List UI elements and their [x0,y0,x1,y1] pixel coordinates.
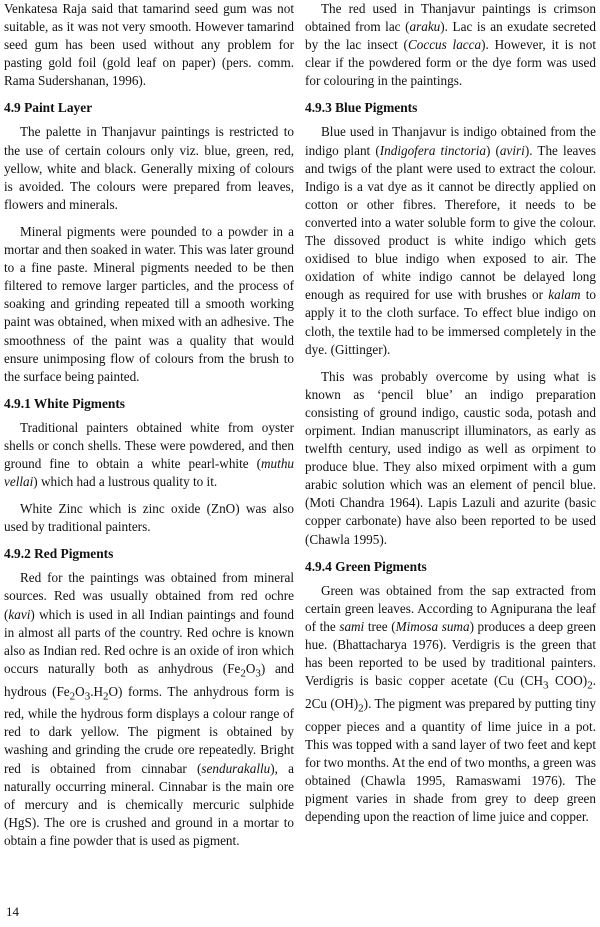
heading-red-pigments: 4.9.2 Red Pigments [4,546,114,562]
page-number: 14 [6,904,19,919]
paragraph-lac: The red used in Thanjavur paintings is crimson obtained from lac (araku). Lac is an exudate secreted by the lac insect (Coccus lacca). However, it is not clear if the powdered form or the dye form was used for colouring in the paintings. [305,1,597,89]
right-column [305,0,596,835]
paragraph-pencil-blue: This was probably overcome by using what is known as ‘pencil blue’ an indigo preparation consisting of ground indigo, caustic soda, potash and orpiment. Indian manuscript illuminators, as early as twelfth century, used indigo as well as orpiment to produce blue. They also mixed orpiment with a gum arabic solution which was an element of pencil blue. (Moti Chandra 1964). Lapis Lazuli and azurite (basic copper carbonate) have also been reported to be used (Chawla 1995). [305,368,596,547]
paragraph-mineral-pigments: Mineral pigments were pounded to a powder in a mortar and then soaked in water. This was later ground to a fine paste. Mineral pigments needed to be then filtered to remove larger particles, and the process of soaking and grinding repeated till a smooth working paint was obtained, when mixed with an adhesive. The smoothness of the paint was a quality that would ensure unimposing flow of colours from the brush to the surface being painted. [4,223,294,384]
heading-paint-layer: 4.9 Paint Layer [4,100,93,116]
paragraph-white-zinc: White Zinc which is zinc oxide (ZnO) was also used by traditional painters. [4,501,294,535]
heading-white-pigments: 4.9.1 White Pigments [4,395,126,411]
heading-blue-pigments: 4.9.3 Blue Pigments [305,100,418,116]
left-column [4,0,294,859]
paragraph-gum: Venkatesa Raja said that tamarind seed gum was not suitable, as it was not very smooth. However tamarind seed gum has been used without any problem for pasting gold foil (gold leaf on paper) (pers. comm. Rama Sudershanan, 1996). [4,1,294,89]
paragraph-green: Green was obtained from the sap extracted from certain green leaves. According to Agnipurana the leaf of the sami tree (Mimosa suma) produces a deep green hue. (Bhattacharya 1976). Verdigris is the green that has been reported to be used by traditional painters. Verdigris is basic copper acetate (Cu ($CH_3$ $COO)_2$. 2Cu $(OH)_2$). The pigment was prepared by putting tiny copper pieces and a quantity of lime juice in a pot. This was topped with a sand layer of two feet and kept for two months. At the end of two months, a green was obtained (Chawla 1995, Ramaswami 1976). The pigment varies in shade from grey to deep green depending upon the reaction of lime juice and copper. [305,582,597,825]
paragraph-indigo: Blue used in Thanjavur is indigo obtained from the indigo plant (Indigofera tinctoria) (aviri). The leaves and twigs of the plant were used to extract the colour. Indigo is a vat dye as it cannot be directly applied on cotton or other fibres. Therefore, it needs to be converted into a water soluble form to give the colour. The dissoved product is white indigo which gets oxidised to blue indigo when exposed to air. The oxidation of white indigo cannot be delayed long enough as required for use with brushes or kalam to apply it to the cloth surface. To effect blue indigo on cloth, the textile had to be immersed completely in the dye. (Gittinger). [305,124,596,357]
heading-green-pigments: 4.9.4 Green Pigments [305,558,427,574]
paragraph-white-shells: Traditional painters obtained white from oyster shells or conch shells. These were powdered, and then ground fine to obtain a white pearl-white (muthu vellai) which had a lustrous quality to it. [4,419,294,490]
paragraph-palette: The palette in Thanjavur paintings is restricted to the use of certain colours only viz. blue, green, red, yellow, white and black. Generally mixing of colours is avoided. The colours were prepared from leaves, flowers and minerals. [4,124,294,212]
paragraph-red: Red for the paintings was obtained from mineral sources. Red was usually obtained from red ochre (kavi) which is used in all Indian paintings and found in almost all parts of the country. Red ochre is known also as Indian red. Red ochre is an oxide of iron which occurs naturally both as anhydrous $(Fe_2O_3)$ and hydrous $(Fe_2O_3.H_2O)$ forms. The anhydrous form is red, while the hydrous form displays a colour range of red to dark yellow. The pigment is obtained by washing and grinding the crude ore repeatedly. Bright red is obtained from cinnabar (sendurakallu), a naturally occurring mineral. Cinnabar is the main ore of mercury and is chemically mercuric sulphide (HgS). The ore is crushed and ground in a mortar to obtain a fine powder that is used as pigment. [4,570,295,848]
